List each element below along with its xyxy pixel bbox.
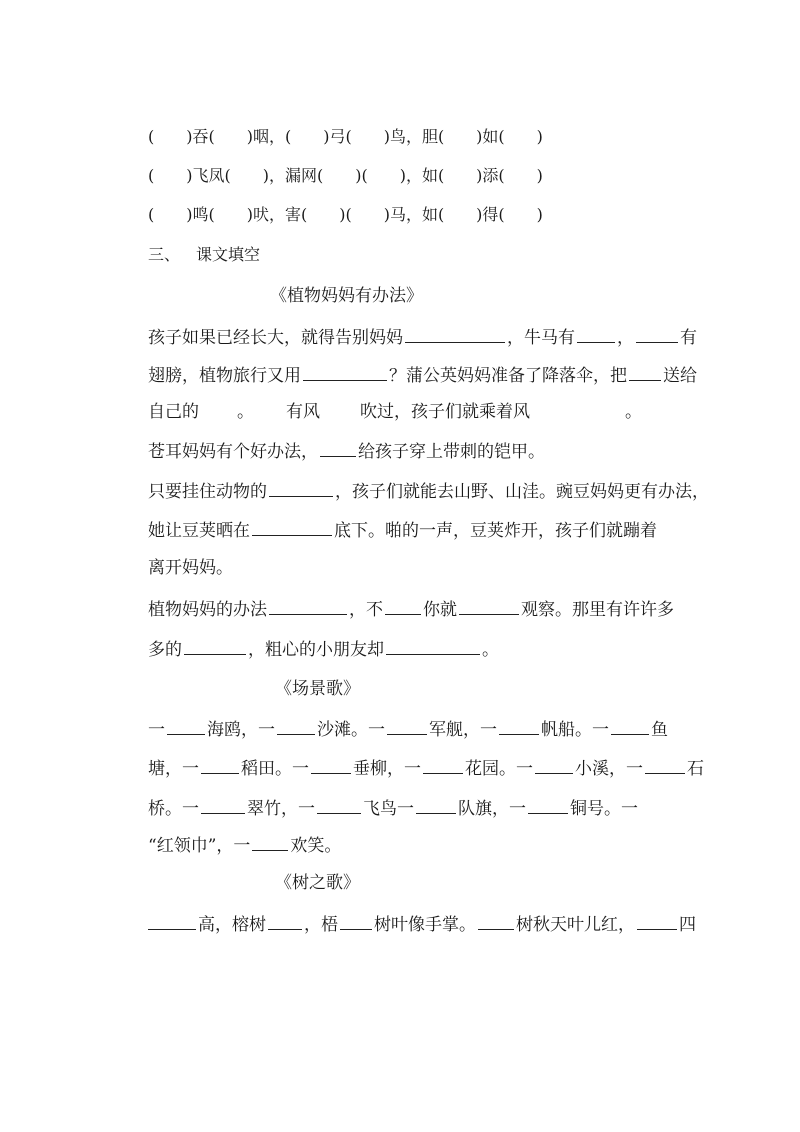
text-segment: 树秋天叶儿红，: [516, 915, 635, 935]
text-segment: 塘，一: [148, 759, 199, 779]
fill-blank[interactable]: [499, 716, 539, 735]
text-segment: 帆船。一: [541, 720, 609, 740]
text-segment: 树叶像手掌。: [374, 915, 476, 935]
text-segment: 沙滩。一: [317, 720, 385, 740]
text-segment: 翠竹，一: [247, 799, 315, 819]
text-segment: ，梧: [304, 915, 338, 935]
text-title-plant-mothers: 《植物妈妈有办法》: [270, 286, 423, 306]
text1-line-8: [148, 596, 674, 622]
text2-line-1: [148, 716, 670, 742]
fill-blank[interactable]: [252, 517, 332, 536]
section-title: 课文填空: [196, 245, 261, 264]
fill-blank[interactable]: [577, 324, 615, 343]
text-segment: ，不: [349, 600, 383, 620]
fill-blank[interactable]: [387, 716, 427, 735]
fill-blank[interactable]: [478, 911, 514, 930]
text-segment: 四: [679, 915, 696, 935]
fill-blank[interactable]: [320, 438, 356, 457]
fill-blank[interactable]: [405, 324, 505, 343]
fill-blank[interactable]: [637, 911, 677, 930]
section-heading: [148, 243, 670, 267]
fill-blank[interactable]: [277, 716, 315, 735]
text-segment: 花园。一: [465, 759, 533, 779]
idiom-line-3: ( )鸣( )吠，害( )( )马，如( )得( ): [148, 205, 543, 224]
text1-line-1: [148, 324, 697, 350]
text-segment: 孩子如果已经长大，就得告别妈妈: [148, 328, 403, 348]
text1-line-9: [148, 636, 670, 662]
text-segment: 多的: [148, 640, 182, 660]
text-segment: “红领巾”，一: [148, 836, 251, 856]
text3-line-1: [148, 911, 696, 937]
text2-line-4: [148, 832, 670, 858]
text-segment: 欢笑。: [290, 836, 342, 856]
text-segment: 给孩子穿上带刺的铠甲。: [358, 442, 545, 462]
fill-blank[interactable]: [340, 911, 372, 930]
text2-line-2: [148, 755, 704, 781]
fill-blank[interactable]: [528, 795, 568, 814]
text-segment: 观察。那里有许许多: [521, 600, 674, 620]
text-segment: 。: [482, 640, 499, 660]
text-segment: 有风: [286, 402, 320, 422]
text-segment: 苍耳妈妈有个好办法，: [148, 442, 318, 462]
fill-blank[interactable]: [201, 755, 239, 774]
fill-blank[interactable]: [636, 324, 678, 343]
text-segment: 只要挂住动物的: [148, 482, 267, 502]
fill-blank[interactable]: [268, 911, 302, 930]
fill-blank[interactable]: [459, 596, 519, 615]
text-segment: 飞鸟一: [363, 799, 414, 819]
fill-blank[interactable]: [535, 755, 573, 774]
text2-line-3: [148, 795, 670, 821]
fill-blank[interactable]: [385, 596, 421, 615]
fill-blank[interactable]: [416, 795, 456, 814]
text-segment: 送给: [663, 366, 697, 386]
text-segment: 铜号。一: [570, 799, 638, 819]
fill-blank[interactable]: [386, 636, 480, 655]
fill-blank[interactable]: [184, 636, 246, 655]
text1-line-4: [148, 438, 670, 464]
fill-blank[interactable]: [423, 755, 463, 774]
text-segment: 。: [237, 402, 254, 422]
fill-blank[interactable]: [645, 755, 685, 774]
text-segment: 有: [680, 328, 697, 348]
text-segment: 翅膀，植物旅行又用: [148, 366, 301, 386]
fill-blank[interactable]: [167, 716, 205, 735]
text-segment: 。: [625, 402, 642, 422]
text-segment: 你就: [423, 600, 457, 620]
text-segment: 底下。啪的一声，豆荚炸开，孩子们就蹦着: [334, 521, 657, 541]
fill-blank[interactable]: [269, 596, 347, 615]
fill-blank[interactable]: [611, 716, 649, 735]
text-segment: 一: [148, 720, 165, 740]
text-segment: 高，榕树: [198, 915, 266, 935]
text-segment: 植物妈妈的办法: [148, 600, 267, 620]
fill-blank[interactable]: [148, 911, 196, 930]
text1-line-7: 离开妈妈。: [148, 558, 233, 578]
fill-blank[interactable]: [629, 362, 661, 381]
section-number: 三、: [148, 245, 181, 264]
text-title-scene-song: 《场景歌》: [275, 679, 360, 699]
text-segment: 石: [687, 759, 704, 779]
idiom-line-2: ( )飞凤( )，漏网( )( )，如( )添( ): [148, 166, 543, 185]
text-segment: 队旗，一: [458, 799, 526, 819]
text1-line-2: [148, 362, 697, 388]
text-segment: 小溪，一: [575, 759, 643, 779]
text-segment: 吹过，孩子们就乘着风: [360, 402, 530, 422]
idiom-line-1: ( )吞( )咽，( )弓( )鸟，胆( )如( ): [148, 127, 543, 146]
fill-blank[interactable]: [317, 795, 361, 814]
text-segment: ，孩子们就能去山野、山洼。豌豆妈妈更有办法，: [335, 482, 709, 502]
text1-line-3: [148, 400, 670, 424]
fill-blank[interactable]: [303, 362, 387, 381]
fill-blank[interactable]: [311, 755, 351, 774]
text-title-tree-song: 《树之歌》: [275, 873, 360, 893]
text-segment: ，粗心的小朋友却: [248, 640, 384, 660]
text-segment: 她让豆荚晒在: [148, 521, 250, 541]
text-segment: 军舰，一: [429, 720, 497, 740]
fill-blank[interactable]: [201, 795, 245, 814]
text-segment: 海鸥，一: [207, 720, 275, 740]
fill-blank[interactable]: [269, 478, 333, 497]
text-segment: 桥。一: [148, 799, 199, 819]
text-segment: 稻田。一: [241, 759, 309, 779]
text-segment: 自己的: [148, 402, 199, 422]
text1-line-5: [148, 478, 709, 504]
fill-blank[interactable]: [252, 832, 288, 851]
text1-line-6: [148, 517, 670, 543]
text-segment: ，: [617, 328, 634, 348]
text-segment: 鱼: [651, 720, 668, 740]
text-segment: ？蒲公英妈妈准备了降落伞，把: [389, 366, 627, 386]
text-segment: 垂柳，一: [353, 759, 421, 779]
text-segment: ，牛马有: [507, 328, 575, 348]
